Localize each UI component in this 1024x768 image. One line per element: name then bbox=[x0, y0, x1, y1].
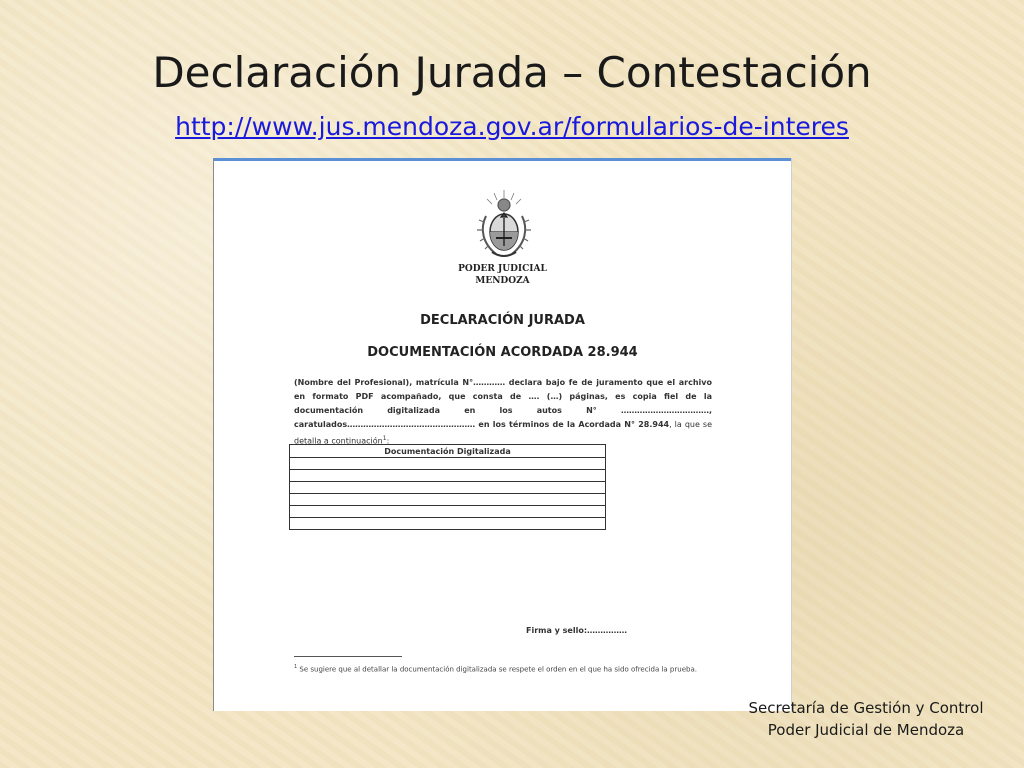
footnote-marker: 1 bbox=[294, 664, 298, 670]
organization-name bbox=[214, 263, 791, 287]
declaration-paragraph bbox=[294, 376, 712, 449]
table-cell bbox=[290, 506, 606, 518]
footnote-text: Se sugiere que al detallar la documentación digitalizada se respete el orden en el que ha sido ofrecida la prueba. bbox=[297, 665, 697, 674]
document-subtitle: DOCUMENTACIÓN ACORDADA 28.944 bbox=[367, 345, 638, 360]
footer-line-2: Poder Judicial de Mendoza bbox=[767, 721, 965, 739]
footer-line-1: Secretaría de Gestión y Control bbox=[748, 699, 984, 717]
acordada-reference: Acordada N° 28.944 bbox=[578, 420, 670, 429]
documents-table bbox=[289, 444, 606, 530]
professional-name-placeholder: (Nombre del Profesional) bbox=[294, 378, 410, 387]
table-row bbox=[290, 458, 606, 470]
coat-of-arms-icon bbox=[472, 188, 536, 260]
signature-line: Firma y sello:…………… bbox=[526, 626, 628, 635]
table-header: Documentación Digitalizada bbox=[290, 445, 606, 458]
slide-title: Declaración Jurada – Contestación bbox=[152, 48, 872, 97]
table-row bbox=[290, 506, 606, 518]
table-row bbox=[290, 494, 606, 506]
table-row bbox=[290, 518, 606, 530]
body-text-part1: , matrícula N°………… declara bajo fe de juramento que el archivo en formato PDF acompañado, que consta de …. (…) páginas, es copia fiel de la documentación digitalizada en los autos N° ……………………………, caratulados………………………………………… en los términos de la bbox=[294, 378, 712, 429]
footnote-reference: 1 bbox=[382, 435, 387, 442]
table-cell bbox=[290, 458, 606, 470]
table-cell bbox=[290, 470, 606, 482]
body-text-part2: , la que se detalla a continuación bbox=[294, 420, 713, 446]
document-preview bbox=[213, 158, 792, 711]
org-line-1: PODER JUDICIAL bbox=[458, 264, 547, 274]
table-row bbox=[290, 470, 606, 482]
table-cell bbox=[290, 518, 606, 530]
document-title: DECLARACIÓN JURADA bbox=[420, 313, 585, 328]
slide-footer bbox=[732, 697, 1000, 741]
table-cell bbox=[290, 494, 606, 506]
org-line-2: MENDOZA bbox=[475, 276, 530, 286]
footnote-divider bbox=[294, 656, 402, 657]
document-top-border bbox=[214, 158, 791, 161]
footnote bbox=[294, 661, 714, 676]
body-text-part3: : bbox=[386, 436, 390, 446]
forms-link[interactable]: http://www.jus.mendoza.gov.ar/formularios-de-interes bbox=[175, 112, 849, 141]
table-cell bbox=[290, 482, 606, 494]
table-row bbox=[290, 482, 606, 494]
